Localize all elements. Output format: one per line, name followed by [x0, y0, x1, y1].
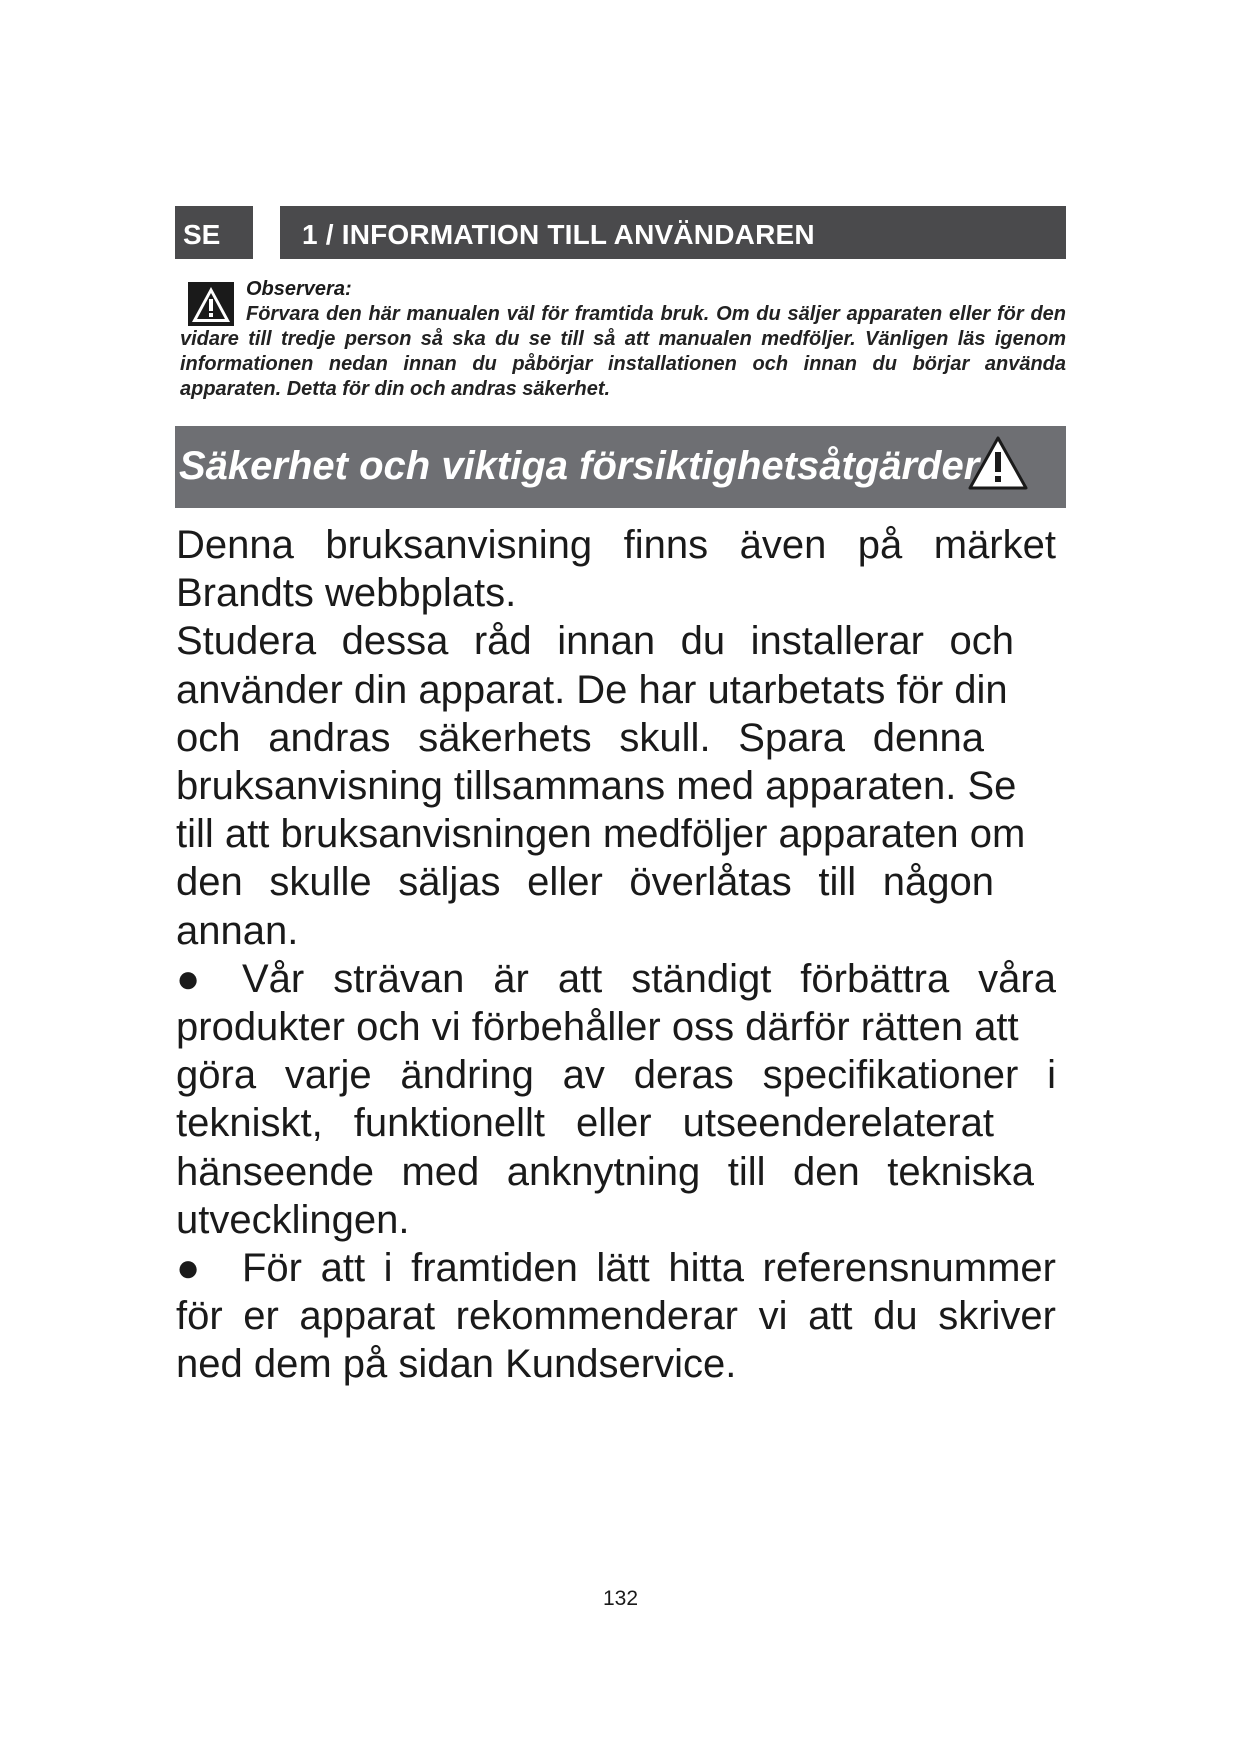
body-line: till att bruksanvisningen medföljer apparaten om	[176, 812, 1026, 857]
notice-text: Förvara den här manualen väl för framtida bruk. Om du säljer apparaten eller för den vidare till tredje person så ska du se till så att manualen medföljer. Vänligen läs igenom informationen nedan innan du påbörjar installationen och innan du börjar använda apparaten. Detta för din och andras säkerhet.	[180, 303, 1066, 400]
body-line: Studera dessa råd innan du installerar och	[176, 619, 1014, 664]
notice-title: Observera:	[246, 278, 352, 300]
language-tag: SE	[175, 206, 253, 259]
bullet-line	[176, 1244, 1056, 1292]
body-line: för er apparat rekommenderar vi att du skriver	[176, 1294, 1056, 1339]
body-line: Vår strävan är att ständigt förbättra våra	[242, 956, 1056, 1001]
body-line: hänseende med anknytning till den tekniska	[176, 1149, 1034, 1194]
body-line: utvecklingen.	[176, 1197, 410, 1242]
body-line: använder din apparat. De har utarbetats för din	[176, 667, 1008, 712]
body-line: Denna bruksanvisning finns även på märket	[176, 523, 1056, 567]
bullet-icon: ●	[176, 956, 201, 1001]
section-title: 1 / INFORMATION TILL ANVÄNDAREN	[280, 206, 1066, 259]
body-line: och andras säkerhets skull. Spara denna	[176, 715, 984, 760]
body-line: produkter och vi förbehåller oss därför rätten att	[176, 1005, 1019, 1050]
bullet-line	[176, 955, 1056, 1003]
body-line: Brandts webbplats.	[176, 571, 517, 616]
body-line: göra varje ändring av deras specifikationer i	[176, 1053, 1056, 1098]
body-line: För att i framtiden lätt hitta referensnummer	[242, 1246, 1056, 1291]
body-text	[176, 521, 1056, 1389]
page-number: 132	[602, 1587, 639, 1610]
warning-triangle-icon	[968, 436, 1028, 490]
body-line: ned dem på sidan Kundservice.	[176, 1342, 737, 1387]
safety-heading-bar	[175, 426, 1066, 508]
body-line: annan.	[176, 908, 299, 953]
safety-title: Säkerhet och viktiga försiktighetsåtgärder	[179, 444, 980, 488]
body-line: bruksanvisning tillsammans med apparaten. Se	[176, 764, 1017, 809]
bullet-icon: ●	[176, 1246, 201, 1291]
body-line: tekniskt, funktionellt eller utseenderelaterat	[176, 1101, 994, 1146]
body-line: den skulle säljas eller överlåtas till någon	[176, 860, 994, 905]
